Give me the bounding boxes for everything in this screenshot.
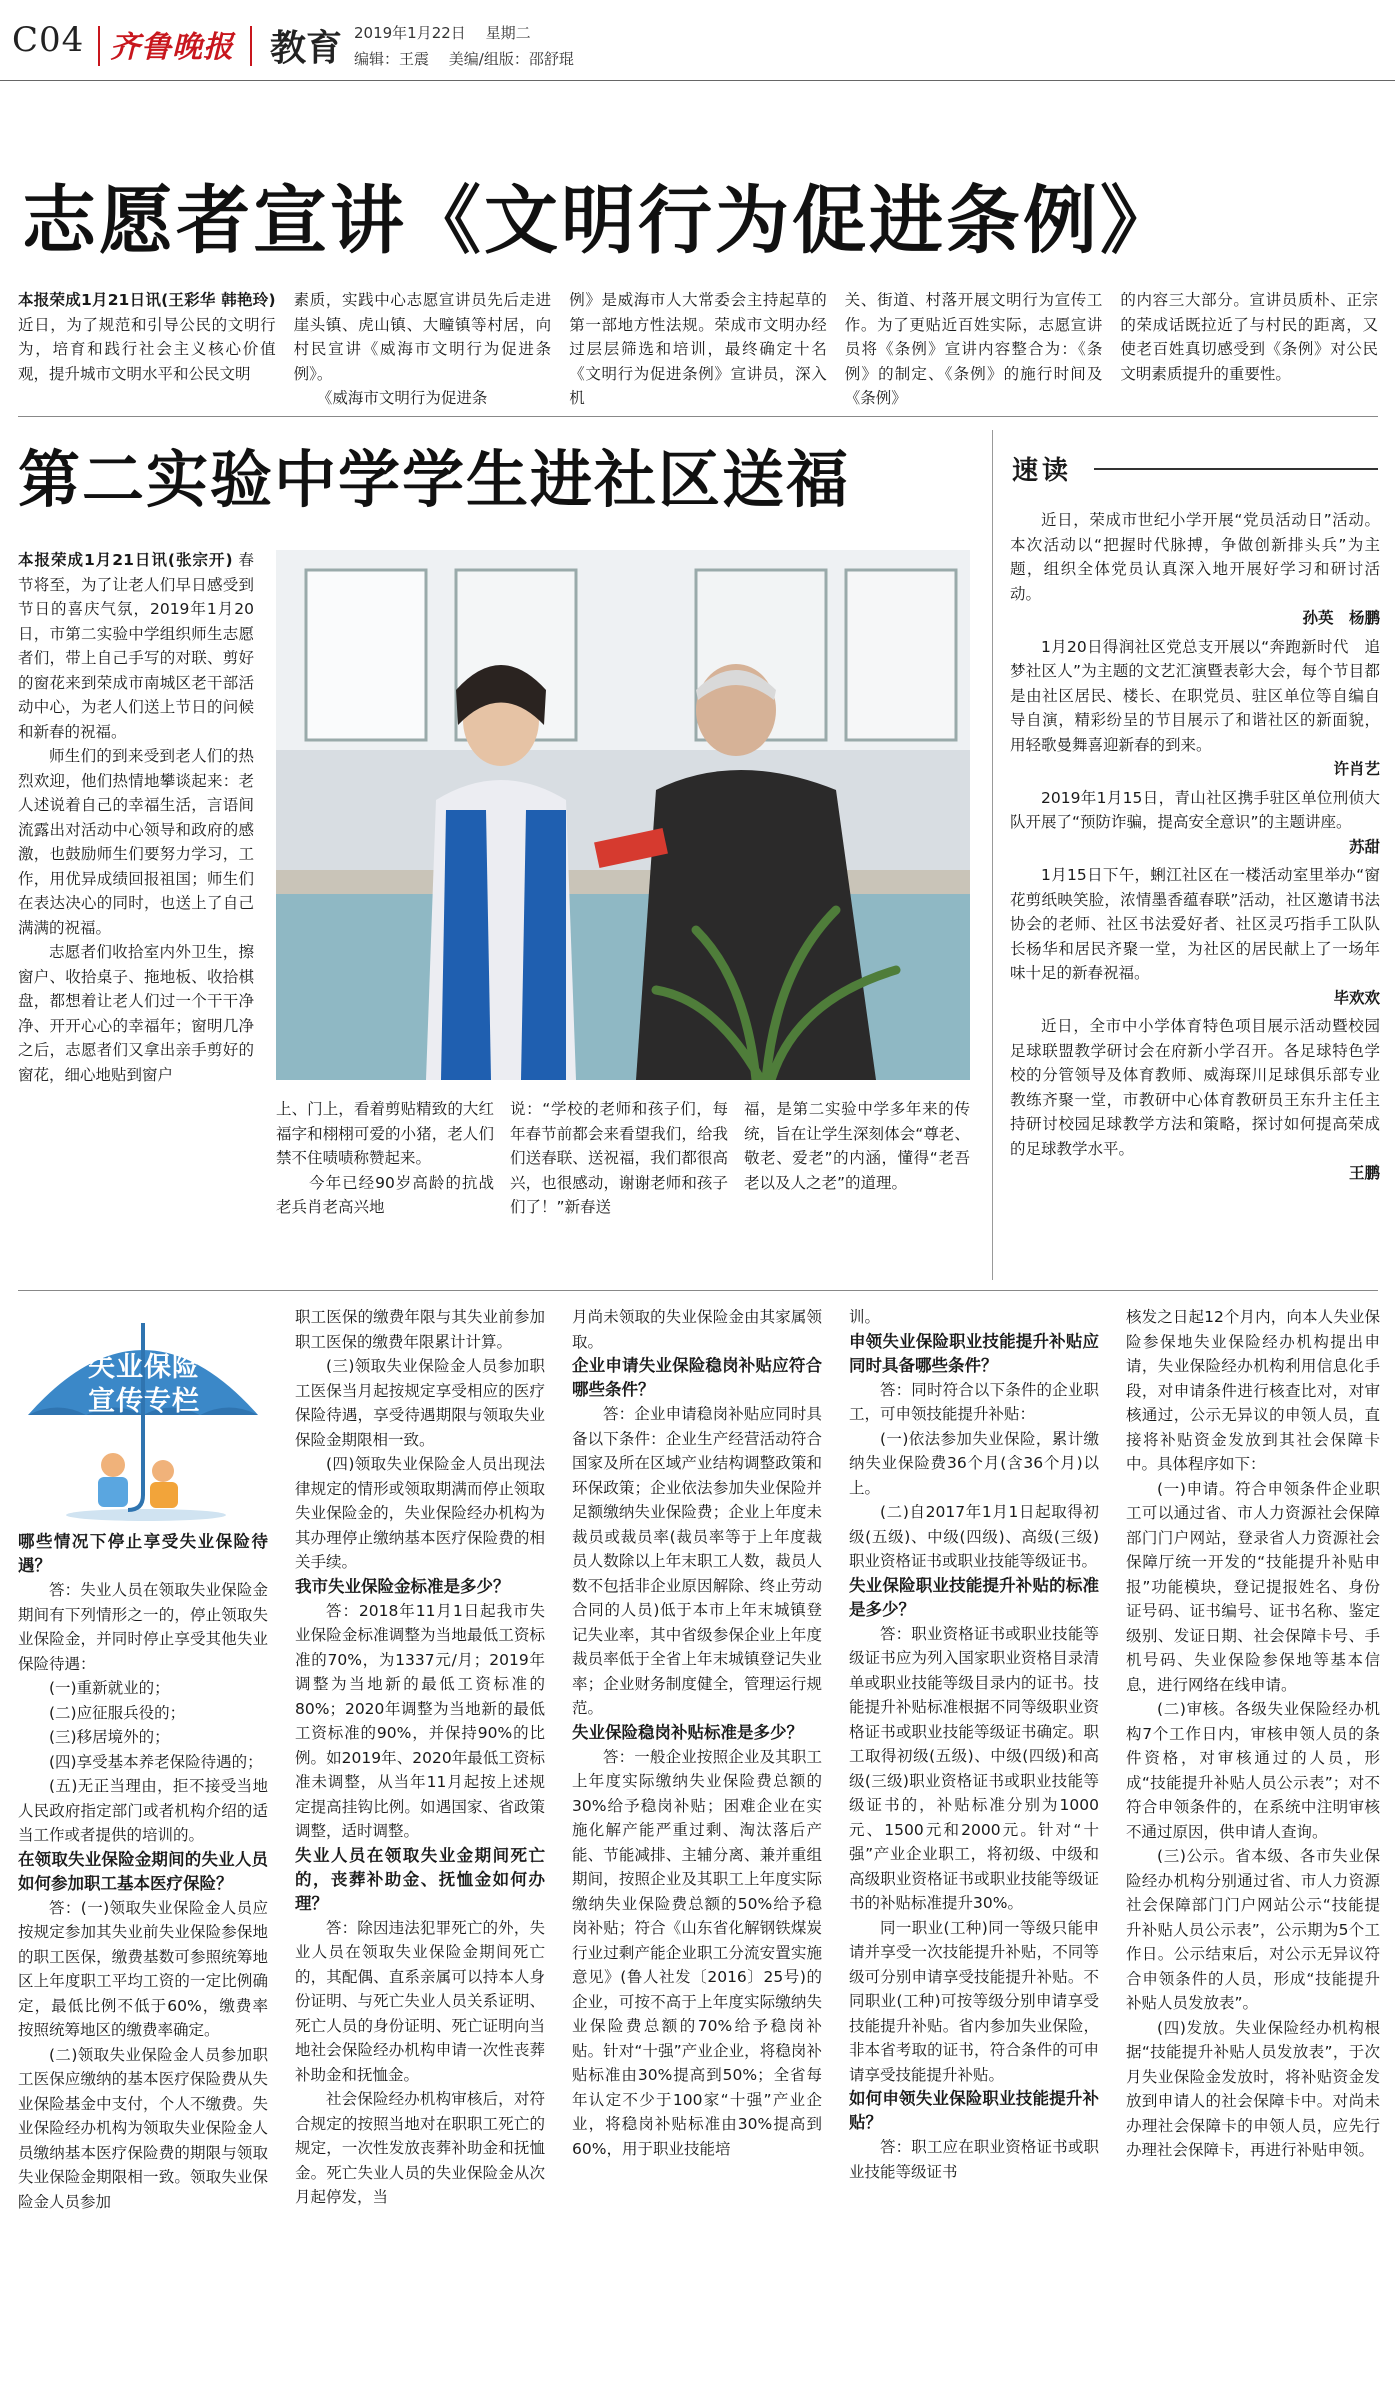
article1-column-5: 的内容三大部分。宣讲员质朴、正宗的荣成话既拉近了与村民的距离，又使老百姓真切感受到《条例》对公民文明素质提升的重要性。	[1120, 291, 1378, 383]
page-code: C04	[12, 20, 85, 60]
quick-read-item: 2019年1月15日，青山社区携手驻区单位刑侦大队开展了“预防诈骗，提高安全意识”的主题讲座。	[1010, 788, 1380, 831]
article1-column-3: 例》是威海市人大常委会主持起草的第一部地方性法规。荣成市文明办经过层层筛选和培训，最终确定十名《文明行为促进条例》宣讲员，深入机	[569, 291, 827, 407]
quick-read-title-rule	[1094, 468, 1378, 470]
header-divider-1	[98, 26, 100, 66]
article2-bottom-col-2: 说：“学校的老师和孩子们，每年春节前都会来看望我们，给我们送春联、送祝福，我们都很高兴，也很感动，谢谢老师和孩子们了！”新春送	[510, 1100, 728, 1216]
quick-read-item: 1月15日下午，蜊江社区在一楼活动室里举办“窗花剪纸映笑脸，浓情墨香蕴春联”活动，社区邀请书法协会的老师、社区书法爱好者、社区灵巧指手工队队长杨华和居民齐聚一堂，为社区的居民献上了一场年味十足的新春祝福。	[1010, 866, 1380, 982]
editor-text: 编辑：王震	[354, 50, 430, 68]
quick-read-author: 苏甜	[1348, 837, 1380, 856]
newspaper-logo: 齐鲁晚报	[110, 30, 234, 65]
insurance-col-3: 月尚未领取的失业保险金由其家属领取。 企业申请失业保险稳岗补贴应符合哪些条件？ 答：企业申请稳岗补贴应同时具备以下条件：企业生产经营活动符合国家及所在区域产业结构调整政策和环保政策；企业依法参加失业保险并足额缴纳失业保险费；企业上年度未裁员或裁员率(裁员率等于上年度裁员人数除以上年末职工人数，裁员人数不包括非企业原因解除、终止劳动合同的人员)低于本市上年末城镇登记失业率，其中省级参保企业上年度裁员率低于全省上年末城镇登记失业率；企业财务制度健全，管理运行规范。 失业保险稳岗补贴标准是多少？ 答：一般企业按照企业及其职工上年度实际缴纳失业保险费总额的30%给予稳岗补贴；困难企业在实施化解产能严重过剩、淘汰落后产能、节能减排、主辅分离、兼并重组期间，按照企业及其职工上年度实际缴纳失业保险费总额的50%给予稳岗补贴；符合《山东省化解钢铁煤炭行业过剩产能企业职工分流安置实施意见》(鲁人社发〔2016〕25号)的企业，可按不高于上年度实际缴纳失业保险费总额的70%给予稳岗补贴。针对“十强”产业企业，将稳岗补贴标准由30%提高到50%；全省每年认定不少于100家“十强”产业企业，将稳岗补贴标准由30%提高到60%，用于职业技能培	[572, 1308, 822, 2158]
quick-read-author: 许肖艺	[1333, 760, 1380, 778]
quick-read-list	[1010, 508, 1380, 1288]
quick-read-title: 速读	[1012, 456, 1073, 486]
article1-body	[18, 288, 1378, 408]
article2-bottom-col-1: 上、门上，看着剪贴精致的大红福字和栩栩可爱的小猪，老人们禁不住啧啧称赞起来。 今年已经90岁高龄的抗战老兵肖老高兴地	[276, 1100, 494, 1216]
header-editors	[354, 48, 574, 69]
photo-illustration	[276, 550, 970, 1080]
article2-rule	[18, 1290, 1378, 1291]
article1-column-1: 本报荣成1月21日讯(王彩华 韩艳玲) 近日，为了规范和引导公民的文明行为，培育和践行社会主义核心价值观，提升城市文明水平和公民文明	[18, 291, 276, 383]
weekday-text: 星期二	[485, 24, 531, 42]
quick-read-item: 近日，荣成市世纪小学开展“党员活动日”活动。本次活动以“把握时代脉搏，争做创新排头兵”为主题，组织全体党员认真深入地开展好学习和研讨活动。	[1010, 511, 1380, 603]
insurance-banner	[18, 1305, 268, 1525]
insurance-col-4: 训。 申领失业保险职业技能提升补贴应同时具备哪些条件？ 答：同时符合以下条件的企业职工，可申领技能提升补贴： (一)依法参加失业保险，累计缴纳失业保险费36个月(含36个月)以上。 (二)自2017年1月1日起取得初级(五级)、中级(四级)、高级(三级)职业资格证书或职业技能等级证书。 失业保险职业技能提升补贴的标准是多少？ 答：职业资格证书或职业技能等级证书应为列入国家职业资格目录清单或职业技能等级目录内的证书。技能提升补贴标准根据不同等级职业资格证书或职业技能等级证书确定。职工取得初级(五级)、中级(四级)和高级(三级)职业资格证书或职业技能等级证书的，补贴标准分别为1000元、1500元和2000元。针对“十强”产业企业职工，将初级、中级和高级职业资格证书或职业技能等级证书的补贴标准提升30%。 同一职业(工种)同一等级只能申请并享受一次技能提升补贴，不同等级可分别申请享受技能提升补贴。不同职业(工种)可按等级分别申请享受技能提升补贴。省内参加失业保险，非本省考取的证书，符合条件的可申请享受技能提升补贴。 如何申领失业保险职业技能提升补贴？ 答：职工应在职业资格证书或职业技能等级证书	[849, 1308, 1099, 2181]
date-text: 2019年1月22日	[354, 24, 466, 42]
designer-text: 美编/组版：邵舒琨	[448, 50, 574, 68]
article1-rule	[18, 416, 1378, 417]
header-divider-2	[250, 26, 252, 66]
header-rule	[0, 80, 1395, 81]
article1-headline: 志愿者宣讲《文明行为促进条例》	[22, 178, 1177, 264]
article2-left-column: 本报荣成1月21日讯(张宗开) 春节将至，为了让老人们早日感受到节日的喜庆气氛，2019年1月20日，市第二实验中学组织师生志愿者们，带上自己手写的对联、剪好的窗花来到荣成市南城区老干部活动中心，为老人们送上节日的问候和新春的祝福。 师生们的到来受到老人们的热烈欢迎，他们热情地攀谈起来：老人述说着自己的幸福生活，言语间流露出对活动中心领导和政府的感激，也鼓励师生们要努力学习，工作，用优异成绩回报祖国；师生们在表达决心的同时，也送上了自己满满的祝福。 志愿者们收拾室内外卫生，擦窗户、收拾桌子、拖地板、收拾棋盘，都想着让老人们过一个干干净净、开开心心的幸福年；窗明几净之后，志愿者们又拿出亲手剪好的窗花，细心地贴到窗户	[18, 551, 254, 1084]
quick-read-item: 1月20日得润社区党总支开展以“奔跑新时代 追梦社区人”为主题的文艺汇演暨表彰大会，每个节目都是由社区居民、楼长、在职党员、驻区单位等自编自导自演，精彩纷呈的节目展示了和谐社区的新面貌，用轻歌曼舞喜迎新春的到来。	[1010, 637, 1380, 754]
quick-read-divider	[992, 430, 993, 1280]
insurance-col-5: 核发之日起12个月内，向本人失业保险参保地失业保险经办机构提出申请，失业保险经办机构利用信息化手段，对申请条件进行核查比对，对审核通过，公示无异议的申领人员，直接将补贴资金发放到其社会保障卡中。具体程序如下： (一)申请。符合申领条件企业职工可以通过省、市人力资源社会保障部门门户网站，登录省人力资源社会保障厅统一开发的“技能提升补贴申报”功能模块，登记提报姓名、身份证号码、证书编号、证书名称、鉴定级别、发证日期、社会保障卡号、手机号码、失业保险参保地等基本信息，进行网络在线申请。 (二)审核。各级失业保险经办机构7个工作日内，审核申领人员的条件资格，对审核通过的人员，形成“技能提升补贴人员公示表”；对不符合申领条件的，在系统中注明审核不通过原因，供申请人查询。 (三)公示。省本级、各市失业保险经办机构分别通过省、市人力资源社会保障部门门户网站公示“技能提升补贴人员公示表”，公示期为5个工作日。公示结束后，对公示无异议符合申领条件的人员，形成“技能提升补贴人员发放表”。 (四)发放。失业保险经办机构根据“技能提升补贴人员发放表”，于次月失业保险金发放时，将补贴资金发放到申请人的社会保障卡中。对尚未办理社会保障卡的申领人员，应先行办理社会保障卡，再进行补贴申领。	[1126, 1308, 1380, 2159]
quick-read-author: 孙英 杨鹏	[1302, 609, 1380, 627]
article2-photo	[276, 550, 970, 1080]
quick-read-author: 王鹏	[1348, 1164, 1380, 1182]
header-date	[354, 22, 531, 43]
quick-read-author: 毕欢欢	[1333, 988, 1380, 1007]
article1-column-4: 关、街道、村落开展文明行为宣传工作。为了更贴近百姓实际，志愿宣讲员将《条例》宣讲内容整合为：《条例》的制定、《条例》的施行时间及《条例》	[844, 291, 1103, 407]
insurance-col-2: 职工医保的缴费年限与其失业前参加职工医保的缴费年限累计计算。 (三)领取失业保险金人员参加职工医保当月起按规定享受相应的医疗保险待遇，享受待遇期限与领取失业保险金期限相一致。 (四)领取失业保险金人员出现法律规定的情形或领取期满而停止领取失业保险金的，失业保险经办机构为其办理停止缴纳基本医疗保险费的相关手续。 我市失业保险金标准是多少？ 答：2018年11月1日起我市失业保险金标准调整为当地最低工资标准的70%，为1337元/月；2019年调整为当地新的最低工资标准的80%；2020年调整为当地新的最低工资标准的90%，并保持90%的比例。如2019年、2020年最低工资标准未调整，从当年11月起按上述规定提高挂钩比例。如遇国家、省政策调整，适时调整。 失业人员在领取失业金期间死亡的，丧葬补助金、抚恤金如何办理？ 答：除因违法犯罪死亡的外，失业人员在领取失业保险金期间死亡的，其配偶、直系亲属可以持本人身份证明、与死亡失业人员关系证明、死亡人员的身份证明、死亡证明向当地社会保险经办机构申请一次性丧葬补助金和抚恤金。 社会保险经办机构审核后，对符合规定的按照当地对在职职工死亡的规定，一次性发放丧葬补助金和抚恤金。死亡失业人员的失业保险金从次月起停发，当	[295, 1308, 545, 2206]
article2-headline: 第二实验中学学生进社区送福	[18, 443, 851, 516]
article2-bottom-col-3: 福，是第二实验中学多年来的传统，旨在让学生深刻体会“尊老、敬老、爱老”的内涵，懂得“老吾老以及人之老”的道理。	[744, 1100, 970, 1192]
quick-read-item: 近日，全市中小学体育特色项目展示活动暨校园足球联盟教学研讨会在府新小学召开。各足球特色学校的分管领导及体育教师、威海琛川足球俱乐部专业教练齐聚一堂，市教研中心体育教研员王东升主任主持研讨校园足球教学方法和策略，探讨如何提高荣成的足球教学水平。	[1010, 1017, 1380, 1158]
banner-line-1: 失业保险	[88, 1352, 200, 1383]
banner-line-2: 宣传专栏	[88, 1386, 200, 1417]
section-title: 教育	[270, 28, 343, 69]
insurance-col-1: 哪些情况下停止享受失业保险待遇？ 答：失业人员在领取失业保险金期间有下列情形之一的，停止领取失业保险金，并同时停止享受其他失业保险待遇： (一)重新就业的； (二)应征服兵役的； (三)移居境外的； (四)享受基本养老保险待遇的； (五)无正当理由，拒不接受当地人民政府指定部门或者机构介绍的适当工作或者提供的培训的。 在领取失业保险金期间的失业人员如何参加职工基本医疗保险？ 答：(一)领取失业保险金人员应按规定参加其失业前失业保险参保地的职工医保，缴费基数可参照统筹地区上年度职工平均工资的一定比例确定，最低比例不低于60%，缴费率按照统筹地区的缴费率确定。 (二)领取失业保险金人员参加职工医保应缴纳的基本医疗保险费从失业保险基金中支付，个人不缴费。失业保险经办机构为领取失业保险金人员缴纳基本医疗保险费的期限与领取失业保险金期限相一致。领取失业保险金人员参加	[18, 1532, 268, 2211]
article1-column-2: 素质，实践中心志愿宣讲员先后走进崖头镇、虎山镇、大疃镇等村居，向村民宣讲《威海市文明行为促进条例》。 《威海市文明行为促进条	[293, 291, 552, 407]
